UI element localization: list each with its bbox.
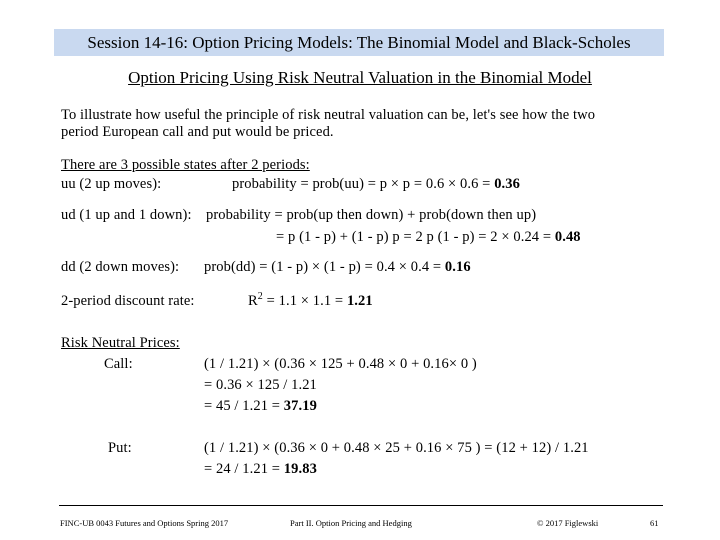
dd-label: dd (2 down moves): <box>61 259 180 275</box>
footer-page-number: 61 <box>650 518 659 528</box>
call-result: 37.19 <box>283 398 317 414</box>
ud-label: ud (1 up and 1 down): <box>61 207 192 223</box>
dd-formula <box>204 259 471 276</box>
states-heading: There are 3 possible states after 2 periods: <box>61 157 310 173</box>
call-label: Call: <box>104 356 133 372</box>
discount-formula <box>248 291 373 310</box>
call-line-1: (1 / 1.21) × (0.36 × 125 + 0.48 × 0 + 0.16× 0 ) <box>204 356 477 372</box>
call-line-3 <box>204 398 317 415</box>
discount-base: R <box>248 292 258 309</box>
put-line-2-text: = 24 / 1.21 = <box>204 461 284 477</box>
put-result: 19.83 <box>283 461 317 477</box>
discount-result: 1.21 <box>346 292 373 309</box>
ud-formula-2 <box>276 229 581 246</box>
ud-result: 0.48 <box>554 229 581 245</box>
put-line-2 <box>204 461 317 478</box>
dd-formula-text: prob(dd) = (1 - p) × (1 - p) = 0.4 × 0.4 = <box>204 259 445 275</box>
call-line-2: = 0.36 × 125 / 1.21 <box>204 377 317 393</box>
footer-copyright: © 2017 Figlewski <box>537 518 599 528</box>
ud-formula-1: probability = prob(up then down) + prob(down then up) <box>206 207 537 223</box>
discount-exponent: 2 <box>257 291 263 302</box>
discount-label: 2-period discount rate: <box>61 293 195 309</box>
uu-label: uu (2 up moves): <box>61 176 162 192</box>
uu-result: 0.36 <box>494 176 520 192</box>
put-label: Put: <box>108 440 132 456</box>
call-line-3-text: = 45 / 1.21 = <box>204 398 284 414</box>
footer-part: Part II. Option Pricing and Hedging <box>290 518 412 528</box>
slide-title: Session 14-16: Option Pricing Models: The Binomial Model and Black-Scholes <box>87 32 631 52</box>
intro-line-1: To illustrate how useful the principle of risk neutral valuation can be, let's see how the two <box>61 107 596 123</box>
uu-formula <box>232 176 520 193</box>
prices-heading: Risk Neutral Prices: <box>61 335 180 351</box>
uu-formula-text: probability = prob(uu) = p × p = 0.6 × 0.6 = <box>232 176 495 192</box>
footer-divider <box>59 505 663 506</box>
footer-course: FINC-UB 0043 Futures and Options Spring 2017 <box>60 518 229 528</box>
put-line-1: (1 / 1.21) × (0.36 × 0 + 0.48 × 25 + 0.16 × 75 ) = (12 + 12) / 1.21 <box>204 440 589 456</box>
discount-formula-text: = 1.1 × 1.1 = <box>262 292 347 309</box>
slide-header <box>54 29 664 56</box>
dd-result: 0.16 <box>444 259 471 275</box>
ud-formula-text: = p (1 - p) + (1 - p) p = 2 p (1 - p) = 2 × 0.24 = <box>276 229 555 245</box>
slide-subtitle: Option Pricing Using Risk Neutral Valuation in the Binomial Model <box>128 68 592 87</box>
intro-line-2: period European call and put would be priced. <box>61 124 334 140</box>
